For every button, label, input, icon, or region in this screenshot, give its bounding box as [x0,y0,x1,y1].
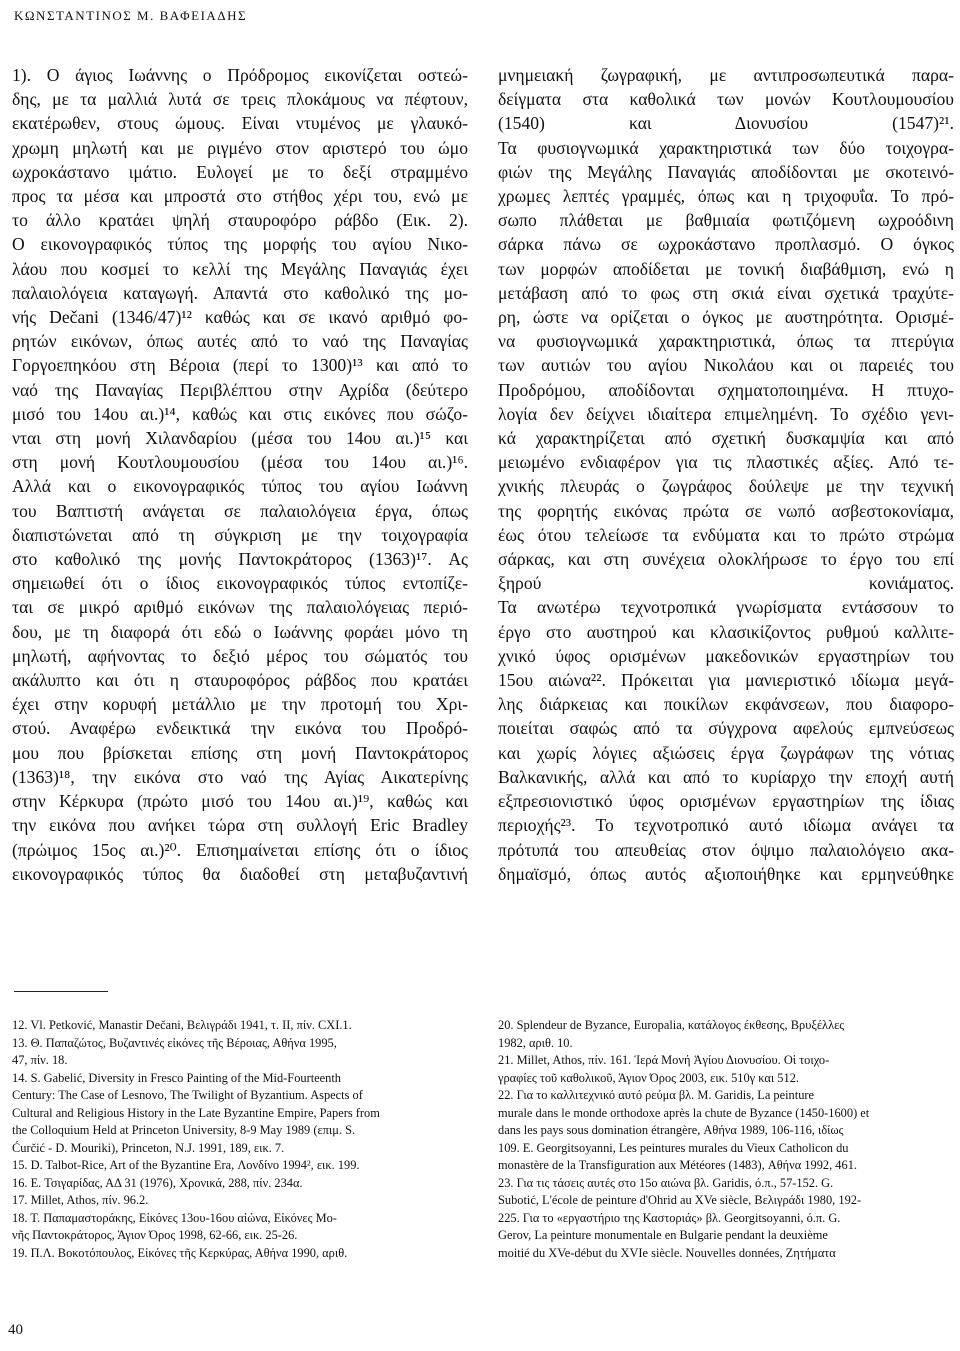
body-text-line: ωχροκάστανο ιμάτιο. Ευλογεί με το δεξί στραμμένο [12,161,468,182]
footnote-line: 20. Splendeur de Byzance, Europalia, κατάλογος έκθεσης, Βρυξέλλες [498,1018,845,1032]
body-text-line: εκατέρωθεν, στους ώμους. Είναι ντυμένος με γλαυκό- [12,113,468,134]
body-text-line: Ο εικονογραφικός τύπος της μορφής του αγίου Νικο- [12,234,468,255]
footnote-line: Subotić, L'école de peinture d'Ohrid au XVe siècle, Βελιγράδι 1980, 192- [498,1193,862,1207]
body-text-line: διαπιστώνεται από τη σύγκριση με την τοιχογραφία [12,524,468,545]
body-text-line: μετάβαση από το φως στη σκιά είναι σχετικά τραχύτε- [498,282,954,303]
footnote-line: 23. Για τις τάσεις αυτές στο 15ο αιώνα βλ. Garidis, ό.π., 57-152. G. [498,1175,834,1190]
body-text-line: εξπρεσιονιστικό ύφος ορισμένων εργαστηρίων της ίδιας [498,791,954,812]
body-text-line: σάρκα πάνω σε ωχροκάστανο προπλασμό. Ο όγκος [498,234,954,255]
footnote-line: 18. Τ. Παπαμαστοράκης, Εἰκόνες 13ου-16ου αἰώνα, Εἰκόνες Μο- [12,1210,337,1225]
body-text-line: λης διάρκειας και ποικίλων εκφάνσεων, που διαφορο- [498,694,954,715]
body-text-line: μου που βρίσκεται επίσης στη μονή Παντοκράτορος [12,742,468,763]
body-text-line: έργο στο αυστηρού και κλασικίζοντος ρυθμού καλλιτε- [498,621,954,642]
body-text-line: της φορητής εικόνας πρώτα σε νωπό ασβεστοκονίαμα, [498,500,954,521]
body-text-line: 15ου αιώνα²². Πρόκειται για μανιεριστικό ιδίωμα μεγά- [498,670,954,691]
footnote-line: 21. Millet, Athos, πίν. 161. Ἱερά Μονή Ἁγίου Διονυσίου. Οἱ τοιχο- [498,1053,830,1067]
footnote-line: Century: The Case of Lesnovo, The Twilight of Byzantium. Aspects of [12,1088,363,1102]
body-text-line: την εικόνα που ανήκει τώρα στη συλλογή Eric Bradley [12,815,468,836]
body-text-line: χνικό ύφος ορισμένων μακεδονικών εργαστηρίων του [498,645,954,666]
footnote-line: 13. Θ. Παπαζώτος, Βυζαντινές εἰκόνες τῆς Βέροιας, Αθήνα 1995, [12,1035,337,1050]
body-text-line: στο καθολικό της μονής Παντοκράτορος (1363)¹⁷. Ας [12,549,468,570]
body-text-line: δου, με τη διαφορά ότι εδώ ο Ιωάννης φοράει μόνο τη [12,621,468,642]
body-text-line: προς τα μέσα και μπροστά στο στήθος χέρι του, ενώ με [12,186,468,207]
footnote-line: 22. Για το καλλιτεχνικό αυτό ρεύμα βλ. M. Garidis, La peinture [498,1088,815,1102]
body-text-line: κά χαρακτηρίζεται από σχετική δυσκαμψία και από [498,428,954,449]
body-text-line: ται σε μικρό αριθμό εικόνων της παλαιολόγειας περιό- [12,597,468,618]
left-text-column [12,63,468,886]
body-text-line: Τα φυσιογνωμικά χαρακτηριστικά των δύο τοιχογρα- [498,137,954,158]
footnote-line: dans les pays sous domination étrangère, Αθήνα 1989, 106-116, ιδίως [498,1123,844,1137]
body-text-line: παλαιολόγεια καταγωγή. Απαντά στο καθολικό της μο- [12,282,468,303]
body-text-line: των μορφών αποδίδεται με τονική διαβάθμιση, ενώ η [498,258,954,279]
body-text-line: (1363)¹⁸, την εικόνα στο ναό της Αγίας Αικατερίνης [12,766,468,787]
body-text-line: μειωμένο ενδιαφέρον για τις πλαστικές αξίες. Από τε- [498,452,954,473]
footnote-line: murale dans le monde orthodoxe après la chute de Byzance (1450-1600) et [498,1105,870,1120]
body-text-line: Τα ανωτέρω τεχνοτροπικά γνωρίσματα εντάσσουν το [498,597,954,618]
body-text-line: (πρώιμος 15ος αι.)²⁰. Επισημαίνεται επίσης ότι ο ίδιος [12,839,468,860]
body-text-line: Βαλκανικής, αλλά και από το κυρίαρχο την εποχή αυτή [498,766,954,787]
body-text-line: Γοργοεπηκόου στη Βέροια (περί το 1300)¹³ και από το [12,355,468,376]
body-text-line: σημειωθεί ότι ο ίδιος εικονογραφικός τύπος εντοπίζε- [12,573,468,594]
footnote-line: monastère de la Transfiguration aux Météores (1483), Αθήνα 1992, 461. [498,1158,857,1172]
body-text-line: ναό της Παναγίας Περιβλέπτου στην Αχρίδα (δεύτερο [12,379,468,400]
footnote-divider [14,991,108,992]
body-text-line: λογία δεν δείχνει ιδιαίτερα επιμελημένη. Το σχέδιο γενι- [498,403,954,424]
body-text-line: ρητών εικόνων, όπως αυτές από το ναό της Παναγίας [12,331,468,352]
body-text-line: Αλλά και ο εικονογραφικός τύπος του αγίου Ιωάννη [12,476,468,497]
body-text-line: φιών της Μεγάλης Παναγιάς αποδίδονται με σκοτεινό- [498,161,954,182]
page-number: 40 [8,1322,23,1338]
body-text-line: περιοχής²³. Το τεχνοτροπικό αυτό ιδίωμα ανάγει τα [498,815,954,836]
body-text-line: ακάλυπτο και ότι η σταυροφόρος ράβδος που κρατάει [12,670,468,691]
footnote-line: 19. Π.Λ. Βοκοτόπουλος, Εἰκόνες τῆς Κερκύρας, Αθήνα 1990, αριθ. [12,1245,348,1260]
body-text-line: Προδρόμου, αποδίδονται σχηματοποιημένα. Η πτυχο- [498,379,954,400]
footnote-line: 15. D. Talbot-Rice, Art of the Byzantine Era, Λονδίνο 1994², εικ. 199. [12,1158,360,1172]
right-text-column [498,63,954,886]
body-text-line: των αυτιών του αγίου Νικολάου και οι παρειές του [498,355,954,376]
footnote-line: νῆς Παντοκράτορος, Άγιον Όρος 1998, 62-66, εικ. 25-26. [12,1228,298,1242]
body-text-line: 1). Ο άγιος Ιωάννης ο Πρόδρομος εικονίζεται οστεώ- [12,65,468,85]
body-text-line: μηλωτή, αφήνοντας το δεξιό μέρος του σώματός του [12,645,468,666]
footnote-line: 17. Millet, Athos, πίν. 96.2. [12,1193,149,1207]
footnote-line: 225. Για το «εργαστήριο της Καστοριάς» βλ. Georgitsoyanni, ό.π. G. [498,1210,841,1225]
running-header: ΚΩΝΣΤΑΝΤΙΝΟΣ Μ. ΒΑΦΕΙΑΔΗΣ [14,8,248,23]
footnote-line: Cultural and Religious History in the Late Byzantine Empire, Papers from [12,1105,380,1120]
body-text-line: ποιείται σαφώς από τα σύγχρονα αφελούς εμπνεύσεως [498,718,954,739]
body-text-line: πρότυπά του απευθείας στον όψιμο παλαιολόγειο ακα- [498,839,954,860]
body-text-line: του Βαπτιστή ανάγεται σε παλαιολόγεια έργα, όπως [12,500,468,521]
body-text-line: χρωμη μηλωτή και με ριγμένο στον αριστερό του ώμο [12,137,468,158]
footnote-line: Ćurčić - D. Mouriki), Princeton, N.J. 1991, 189, εικ. 7. [12,1140,285,1155]
body-text-line: ρη, ώστε να ορίζεται ο όγκος με αυστηρότητα. Ορισμέ- [498,307,954,328]
footnote-line: 47, πίν. 18. [12,1053,68,1067]
footnote-line: moitié du XVe-début du XVIe siècle. Nouvelles données, Ζητήματα [498,1245,836,1260]
footnote-line: 12. Vl. Petković, Manastir Dečani, Βελιγράδι 1941, τ. II, πίν. CXI.1. [12,1018,352,1032]
body-text-line: χρωμες λεπτές γραμμές, όπως και η τριχοφυΐα. Το πρό- [498,186,954,207]
body-text-line: εικονογραφικός τύπος θα διαδοθεί στη μεταβυζαντινή [12,863,468,884]
body-text-line: στην Κέρκυρα (πρώτο μισό του 14ου αι.)¹⁹, καθώς και [12,791,468,812]
body-text-line: δημαϊσμό, όπως αυτός αξιοποιήθηκε και ερμηνεύθηκε [498,863,954,884]
body-text-line: μνημειακή ζωγραφική, με αντιπροσωπευτικά παρα- [498,65,954,85]
footnote-line: 14. S. Gabelić, Diversity in Fresco Painting of the Mid-Fourteenth [12,1070,341,1085]
footnote-line: 1982, αριθ. 10. [498,1035,573,1050]
footnote-line: the Colloquium Held at Princeton University, 8-9 May 1989 (επιμ. S. [12,1123,356,1137]
body-text-line: έως ότου τελείωσε τα ενδύματα και το πρώτο στρώμα [498,524,954,545]
body-text-line: έχει στην κορυφή μετάλλιο με την προτομή του Χρι- [12,694,468,715]
body-text-line: και χωρίς λόγιες αξιώσεις έργα ζωγράφων της νότιας [498,742,954,763]
body-text-line: δης, με τα μαλλιά λυτά σε τρεις πλοκάμους να πέφτουν, [12,89,468,110]
footnote-line: Gerov, La peinture monumentale en Bulgarie pendant la deuxième [498,1228,828,1242]
body-text-line: χνικής πλευράς ο ζωγράφος δούλεψε με την τεχνική [498,476,954,497]
body-text-line: το άλλο κρατάει ψηλή σταυροφόρο ράβδο (Εικ. 2). [12,210,468,231]
body-text-line: μισό του 14ου αι.)¹⁴, καθώς και στις εικόνες που σώζο- [12,403,468,424]
body-text-line: να φυσιογνωμικά χαρακτηριστικά, όπως τα πτερύγια [498,331,954,352]
body-text-line: (1540) και Διονυσίου (1547)²¹. [498,113,954,134]
body-text-line: στού. Αναφέρω ενδεικτικά την εικόνα του Προδρό- [12,718,468,739]
body-text-line: σωπο πλάθεται με βαθμιαία φωτιζόμενη ωχροόδινη [498,210,954,231]
body-text-line: νται στη μονή Χιλανδαρίου (μέσα του 14ου αι.)¹⁵ και [12,428,468,449]
body-text-line: στη μονή Κουτλουμουσίου (μέσα του 14ου αι.)¹⁶. [12,452,468,473]
footnotes-right [498,1017,950,1262]
footnote-line: 109. E. Georgitsoyanni, Les peintures murales du Vieux Catholicon du [498,1140,849,1155]
body-text-line: ξηρού κονιάματος. [498,573,954,594]
body-text-line: νής Dečani (1346/47)¹² καθώς και σε ικανό αριθμό φο- [12,307,468,328]
body-text-line: δείγματα στα καθολικά των μονών Κουτλουμουσίου [498,89,954,110]
footnote-line: 16. Ε. Τσιγαρίδας, ΑΔ 31 (1976), Χρονικά, 288, πίν. 234α. [12,1175,303,1190]
footnote-line: γραφίες τοῦ καθολικοῦ, Άγιον Όρος 2003, εικ. 510γ και 512. [498,1070,799,1085]
footnotes-left [12,1017,464,1262]
body-text-line: σάρκας, και στη συνέχεια ολοκλήρωσε το έργο του επί [498,549,954,570]
body-text-line: λάου που κοσμεί το κελλί της Μεγάλης Παναγιάς έχει [12,258,468,279]
